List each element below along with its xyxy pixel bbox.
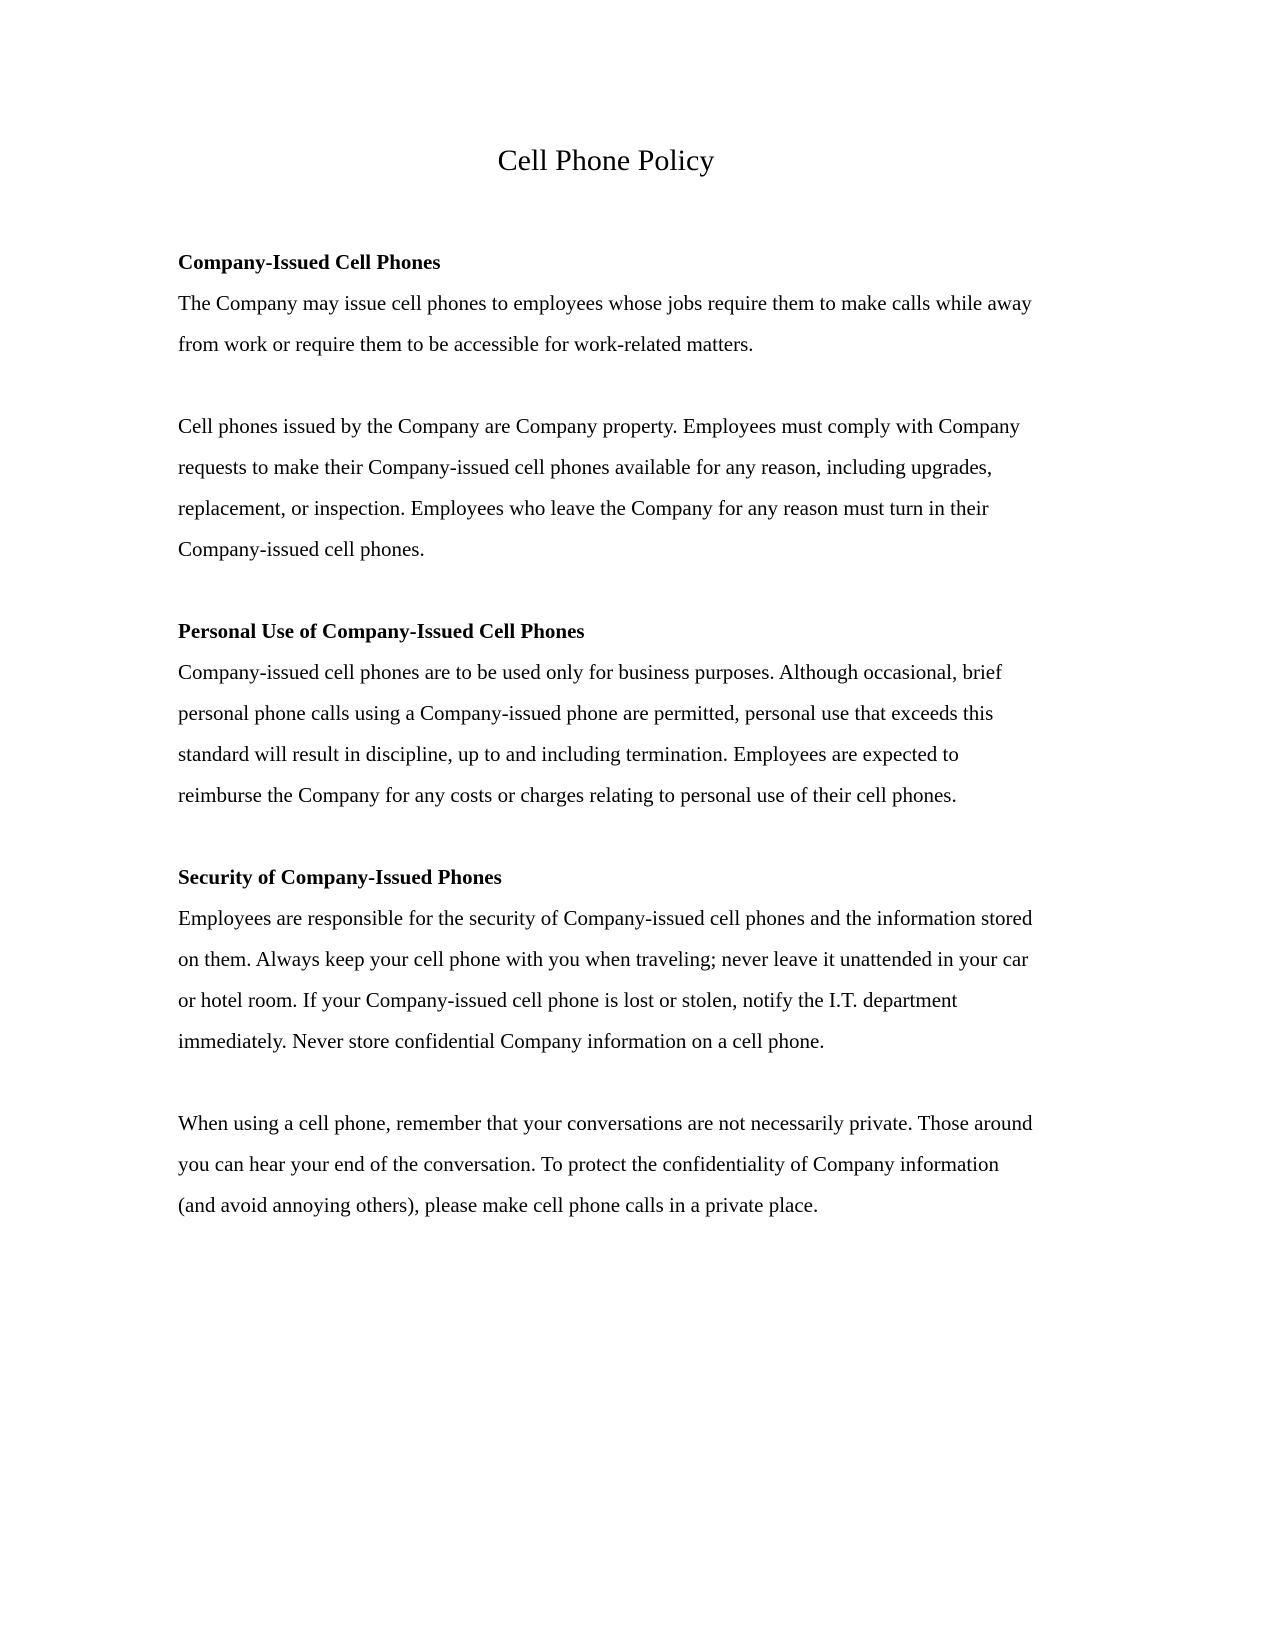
- document-title: Cell Phone Policy: [497, 144, 715, 177]
- policy-section: [178, 242, 1034, 570]
- section-paragraph: When using a cell phone, remember that your conversations are not necessarily private. Those around you can hear your end of the conversation. To protect the confidentiality of Company information (and avoid annoying others), please make cell phone calls in a private place.: [178, 1111, 1033, 1217]
- section-paragraph: Employees are responsible for the security of Company-issued cell phones and the information stored on them. Always keep your cell phone with you when traveling; never leave it unattended in your car or hotel room. If your Company-issued cell phone is lost or stolen, notify the I.T. department immediately. Never store confidential Company information on a cell phone.: [178, 906, 1033, 1053]
- document-body: [178, 242, 1034, 1226]
- section-paragraph: The Company may issue cell phones to employees whose jobs require them to make calls while away from work or require them to be accessible for work-related matters.: [178, 291, 1032, 356]
- section-heading: Security of Company-Issued Phones: [178, 865, 502, 889]
- section-heading: Personal Use of Company-Issued Cell Phones: [178, 619, 585, 643]
- section-heading: Company-Issued Cell Phones: [178, 250, 441, 274]
- section-paragraph: Cell phones issued by the Company are Company property. Employees must comply with Company requests to make their Company-issued cell phones available for any reason, including upgrades, replacement, or inspection. Employees who leave the Company for any reason must turn in their Company-issued cell phones.: [178, 414, 1021, 561]
- policy-section: [178, 611, 1034, 816]
- section-paragraph: Company-issued cell phones are to be used only for business purposes. Although occasional, brief personal phone calls using a Company-issued phone are permitted, personal use that exceeds this standard will result in discipline, up to and including termination. Employees are expected to reimburse the Company for any costs or charges relating to personal use of their cell phones.: [178, 660, 1003, 807]
- policy-section: [178, 857, 1034, 1226]
